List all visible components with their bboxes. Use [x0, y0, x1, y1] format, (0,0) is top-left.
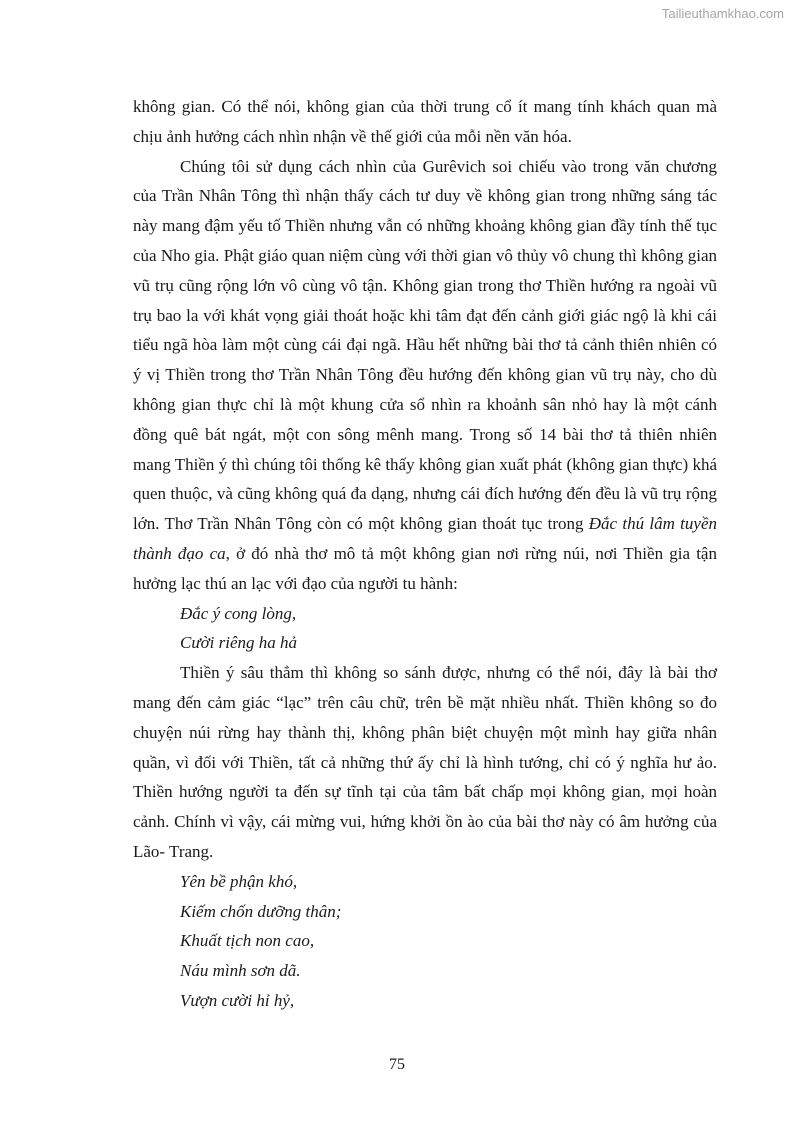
paragraph-1: không gian. Có thể nói, không gian của thời trung cổ ít mang tính khách quan mà chịu ảnh hưởng cách nhìn nhận về thế giới của mỗi nền văn hóa.	[133, 97, 717, 146]
watermark: Tailieuthamkhao.com	[661, 6, 784, 21]
verse-line: Kiếm chốn dưỡng thân;	[180, 901, 342, 921]
paragraph-3: Thiền ý sâu thẳm thì không so sánh được, nhưng có thể nói, đây là bài thơ mang đến cảm giác “lạc” trên câu chữ, trên bề mặt nhiều nhất. Thiền không so đo chuyện núi rừng hay thành thị, không phân biệt chuyện một mình hay giữa nhân quần, vì đối với Thiền, tất cả những thứ ấy chỉ là hình tướng, chỉ có ý nghĩa hư ảo. Thiền hướng người ta đến sự tĩnh tại của tâm bất chấp mọi không gian, mọi hoàn cảnh. Chính vì vậy, cái mừng vui, hứng khởi ồn ào của bài thơ này có âm hưởng của Lão- Trang.	[133, 663, 717, 861]
verse-line: Khuất tịch non cao,	[180, 931, 315, 951]
page-body	[133, 92, 717, 1016]
paragraph-2	[133, 152, 717, 599]
verse-line: Cười riêng ha hả	[180, 633, 298, 653]
page-number: 75	[389, 1056, 405, 1073]
verse-line: Náu mình sơn dã.	[180, 961, 301, 981]
verse-line: Yên bề phận khó,	[180, 871, 298, 891]
poem-title: Đắc thú lâm tuyền thành đạo ca	[133, 514, 717, 563]
paragraph-2-text-b: , ở đó nhà thơ mô tả một không gian nơi rừng núi, nơi Thiền gia tận hưởng lạc thú an lạc với đạo của người tu hành:	[133, 543, 717, 593]
verse-line: Đắc ý cong lòng,	[180, 603, 297, 623]
verse-line: Vượn cười hỉ hỷ,	[180, 990, 295, 1010]
paragraph-2-text-a: Chúng tôi sử dụng cách nhìn của Gurêvich soi chiếu vào trong văn chương của Trần Nhân Tông thì nhận thấy cách tư duy về không gian trong những sáng tác này mang đậm yếu tố Thiền nhưng vẫn có những khoảng không gian đầy tính thế tục của Nho gia. Phật giáo quan niệm cùng với thời gian vô thủy vô chung thì không gian vũ trụ cũng rộng lớn vô cùng vô tận. Không gian trong thơ Thiền hướng ra ngoài vũ trụ bao la với khát vọng giải thoát hoặc khi tâm đạt đến cảnh giới giác ngộ là khi cái tiểu ngã hòa làm một cùng cái đại ngã. Hầu hết những bài thơ tả cảnh thiên nhiên có ý vị Thiền trong thơ Trần Nhân Tông đều hướng đến không gian vũ trụ này, cho dù không gian thực chỉ là một khung cửa sổ nhìn ra khoảnh sân nhỏ hay là một cánh đồng quê bát ngát, một con sông mênh mang. Trong số 14 bài thơ tả thiên nhiên mang Thiền ý thì chúng tôi thống kê thấy không gian xuất phát (không gian thực) khá quen thuộc, và cũng không quá đa dạng, nhưng cái đích hướng đến đều là vũ trụ rộng lớn. Thơ Trần Nhân Tông còn có một không gian thoát tục trong	[133, 156, 717, 534]
